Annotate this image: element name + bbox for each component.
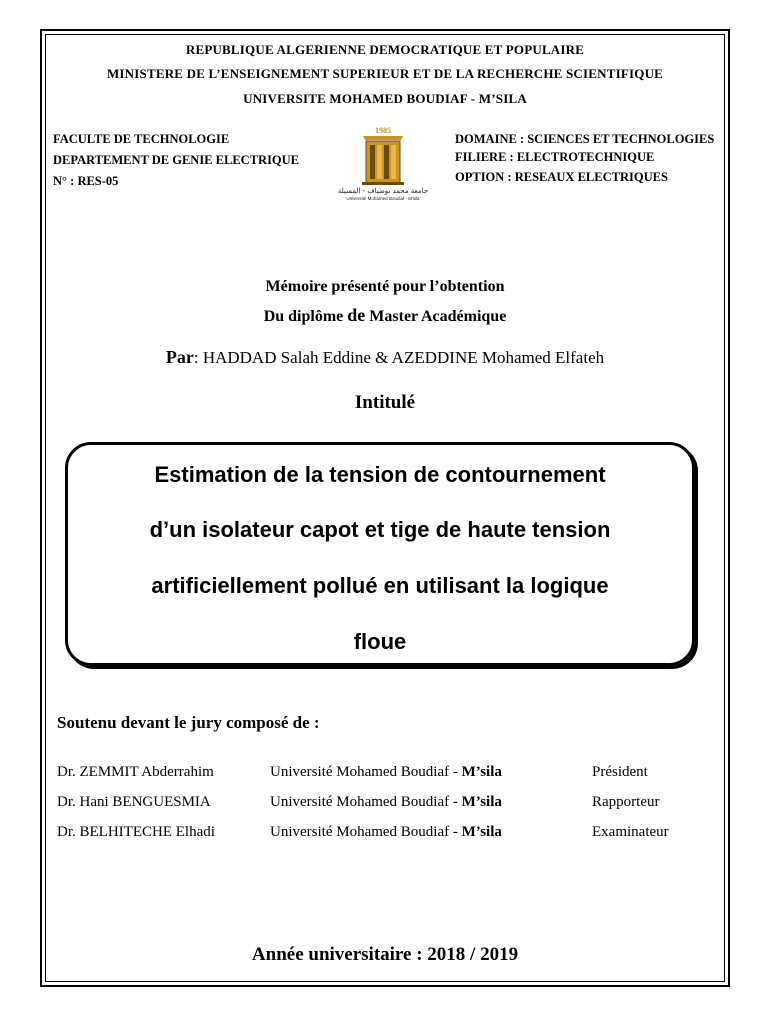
jury-role: Examinateur — [592, 824, 669, 840]
department-label: DEPARTEMENT DE GENIE ELECTRIQUE — [53, 152, 300, 167]
jury-role: Rapporteur — [592, 794, 660, 810]
diploma-suffix: Master Académique — [365, 308, 507, 325]
jury-name: Dr. Hani BENGUESMIA — [57, 794, 211, 810]
jury-name: Dr. BELHITECHE Elhadi — [57, 824, 215, 840]
diploma-de: de — [347, 305, 366, 325]
header-ministry: MINISTERE DE L’ENSEIGNEMENT SUPERIEUR ET DE LA RECHERCHE SCIENTIFIQUE — [106, 66, 664, 81]
logo-arabic-text: جامعة محمد بوضياف - المسيلة — [337, 187, 429, 195]
option-label: OPTION : RESEAUX ELECTRIQUES — [455, 169, 668, 184]
authors-line — [45, 347, 725, 368]
jury-city: M’sila — [461, 824, 502, 840]
memoire-line: Mémoire présenté pour l’obtention — [265, 278, 505, 295]
title-line-2: d’un isolateur capot et tige de haute tension — [149, 517, 611, 542]
right-info-block — [455, 133, 715, 190]
jury-city: M’sila — [461, 794, 502, 810]
reference-number: N° : RES-05 — [53, 173, 119, 188]
faculty-label: FACULTE DE TECHNOLOGIE — [53, 132, 230, 146]
academic-year: Année universitaire : 2018 / 2019 — [251, 944, 519, 965]
authors: : HADDAD Salah Eddine & AZEDDINE Mohamed Elfateh — [193, 348, 605, 367]
par-label: Par — [165, 347, 194, 367]
diploma-prefix: Du diplôme — [263, 308, 348, 325]
diploma-line — [45, 305, 725, 326]
left-info-block — [53, 133, 299, 195]
title-line-4: floue — [353, 629, 407, 654]
filiere-label: FILIERE : ELECTROTECHNIQUE — [455, 149, 655, 164]
jury-university — [270, 824, 502, 841]
jury-university — [270, 794, 502, 811]
jury-university-name: Université Mohamed Boudiaf - — [270, 824, 462, 840]
domain-label: DOMAINE : SCIENCES ET TECHNOLOGIES — [455, 132, 715, 146]
jury-role: Président — [592, 764, 648, 780]
jury-university-name: Université Mohamed Boudiaf - — [270, 764, 462, 780]
header-republic: REPUBLIQUE ALGERIENNE DEMOCRATIQUE ET POPULAIRE — [185, 42, 585, 57]
jury-university — [270, 764, 502, 781]
jury-name: Dr. ZEMMIT Abderrahim — [57, 764, 214, 780]
jury-university-name: Université Mohamed Boudiaf - — [270, 794, 462, 810]
title-line-1: Estimation de la tension de contournement — [154, 462, 606, 487]
header-university: UNIVERSITE MOHAMED BOUDIAF - M’SILA — [243, 91, 527, 106]
jury-city: M’sila — [461, 764, 502, 780]
university-logo — [337, 124, 429, 202]
logo-latin-text: Université Mohamed Boudiaf - M'sila — [346, 196, 420, 201]
title-line-3: artificiellement pollué en utilisant la logique — [151, 573, 609, 598]
intitule-label: Intitulé — [354, 392, 416, 413]
logo-year: 1985 — [375, 126, 391, 135]
jury-heading: Soutenu devant le jury composé de : — [57, 713, 320, 732]
